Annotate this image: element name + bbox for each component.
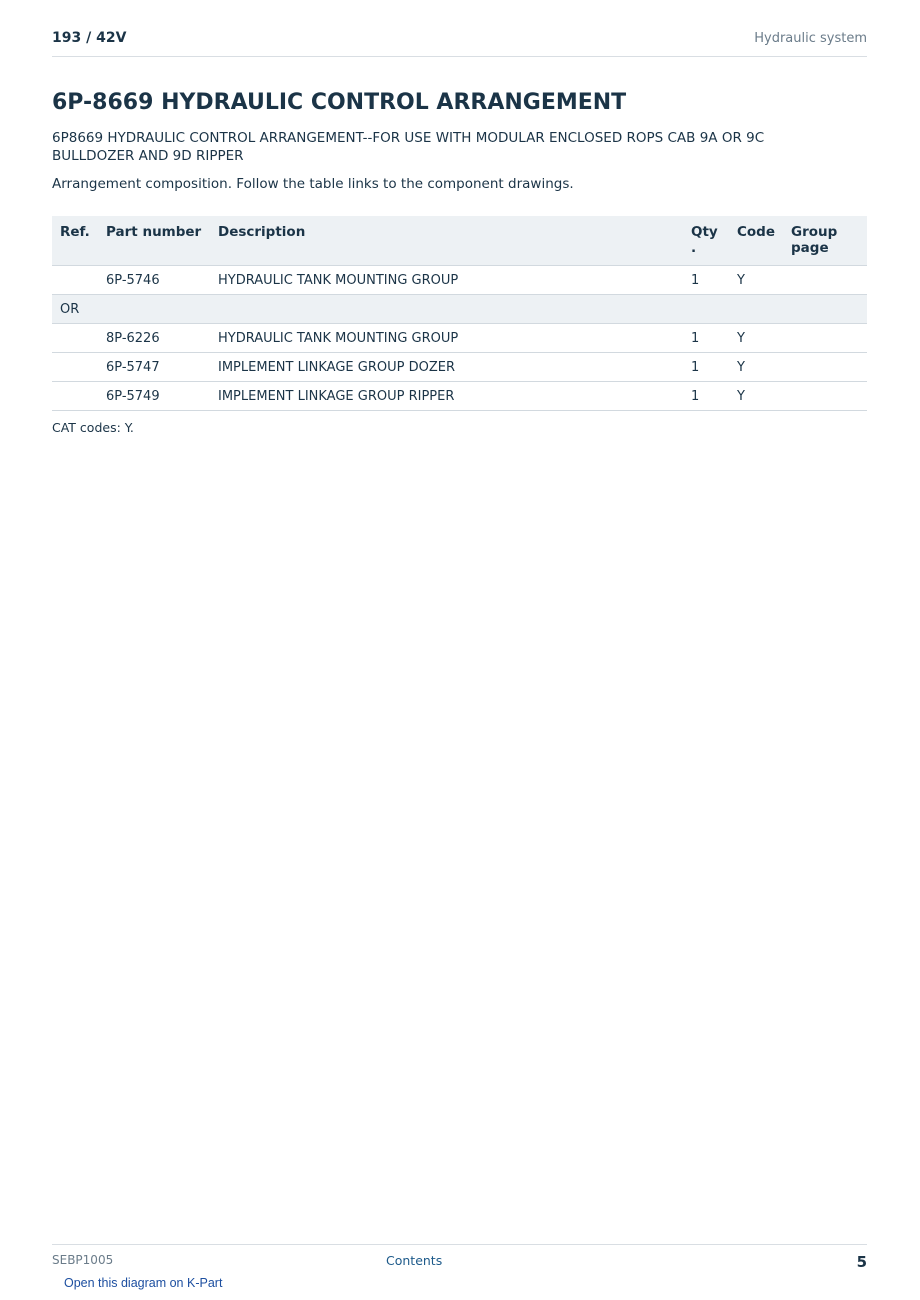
- cell-part-number[interactable]: 6P-5747: [98, 353, 210, 382]
- cell-description: HYDRAULIC TANK MOUNTING GROUP: [210, 324, 683, 353]
- table-row[interactable]: [52, 382, 867, 411]
- cell-code: Y: [729, 353, 783, 382]
- cell-group-page: [783, 382, 867, 411]
- parts-table: [52, 216, 867, 411]
- or-label: OR: [52, 295, 867, 324]
- cell-qty: 1: [683, 324, 729, 353]
- page-title: 6P-8669 HYDRAULIC CONTROL ARRANGEMENT: [52, 90, 627, 115]
- cell-description: HYDRAULIC TANK MOUNTING GROUP: [210, 266, 683, 295]
- or-separator-row: [52, 295, 867, 324]
- cell-part-number[interactable]: 6P-5746: [98, 266, 210, 295]
- cell-qty: 1: [683, 353, 729, 382]
- section-name: Hydraulic system: [754, 31, 867, 46]
- cell-group-page: [783, 266, 867, 295]
- header-description: Description: [210, 216, 683, 266]
- page-footer: [52, 1244, 867, 1275]
- table-row[interactable]: [52, 266, 867, 295]
- document-id: SEBP1005: [52, 1253, 114, 1267]
- cell-code: Y: [729, 324, 783, 353]
- cell-code: Y: [729, 266, 783, 295]
- cell-ref: [52, 353, 98, 382]
- header-part-number: Part number: [98, 216, 210, 266]
- page-reference: 193 / 42V: [52, 30, 127, 46]
- cell-part-number[interactable]: 6P-5749: [98, 382, 210, 411]
- cell-ref: [52, 382, 98, 411]
- cell-ref: [52, 324, 98, 353]
- table-row[interactable]: [52, 353, 867, 382]
- page-header: [52, 28, 867, 57]
- table-header-row: [52, 216, 867, 266]
- arrangement-description: 6P8669 HYDRAULIC CONTROL ARRANGEMENT--FOR USE WITH MODULAR ENCLOSED ROPS CAB 9A OR 9C BULLDOZER AND 9D RIPPER: [52, 130, 765, 164]
- cell-part-number[interactable]: 8P-6226: [98, 324, 210, 353]
- contents-link[interactable]: Contents: [386, 1253, 443, 1268]
- cell-description: IMPLEMENT LINKAGE GROUP RIPPER: [210, 382, 683, 411]
- intro-text: Arrangement composition. Follow the table links to the component drawings.: [52, 176, 574, 192]
- cell-code: Y: [729, 382, 783, 411]
- open-on-kpart-link[interactable]: Open this diagram on K-Part: [64, 1276, 223, 1290]
- header-code: Code: [729, 216, 783, 266]
- header-qty: Qty .: [683, 216, 729, 266]
- header-ref: Ref.: [52, 216, 98, 266]
- cell-qty: 1: [683, 382, 729, 411]
- cell-group-page: [783, 353, 867, 382]
- table-row[interactable]: [52, 324, 867, 353]
- cell-description: IMPLEMENT LINKAGE GROUP DOZER: [210, 353, 683, 382]
- page-number: 5: [856, 1253, 867, 1271]
- cell-ref: [52, 266, 98, 295]
- cell-qty: 1: [683, 266, 729, 295]
- header-group-page: Group page: [783, 216, 867, 266]
- cat-codes-note: CAT codes: Y.: [52, 420, 134, 435]
- cell-group-page: [783, 324, 867, 353]
